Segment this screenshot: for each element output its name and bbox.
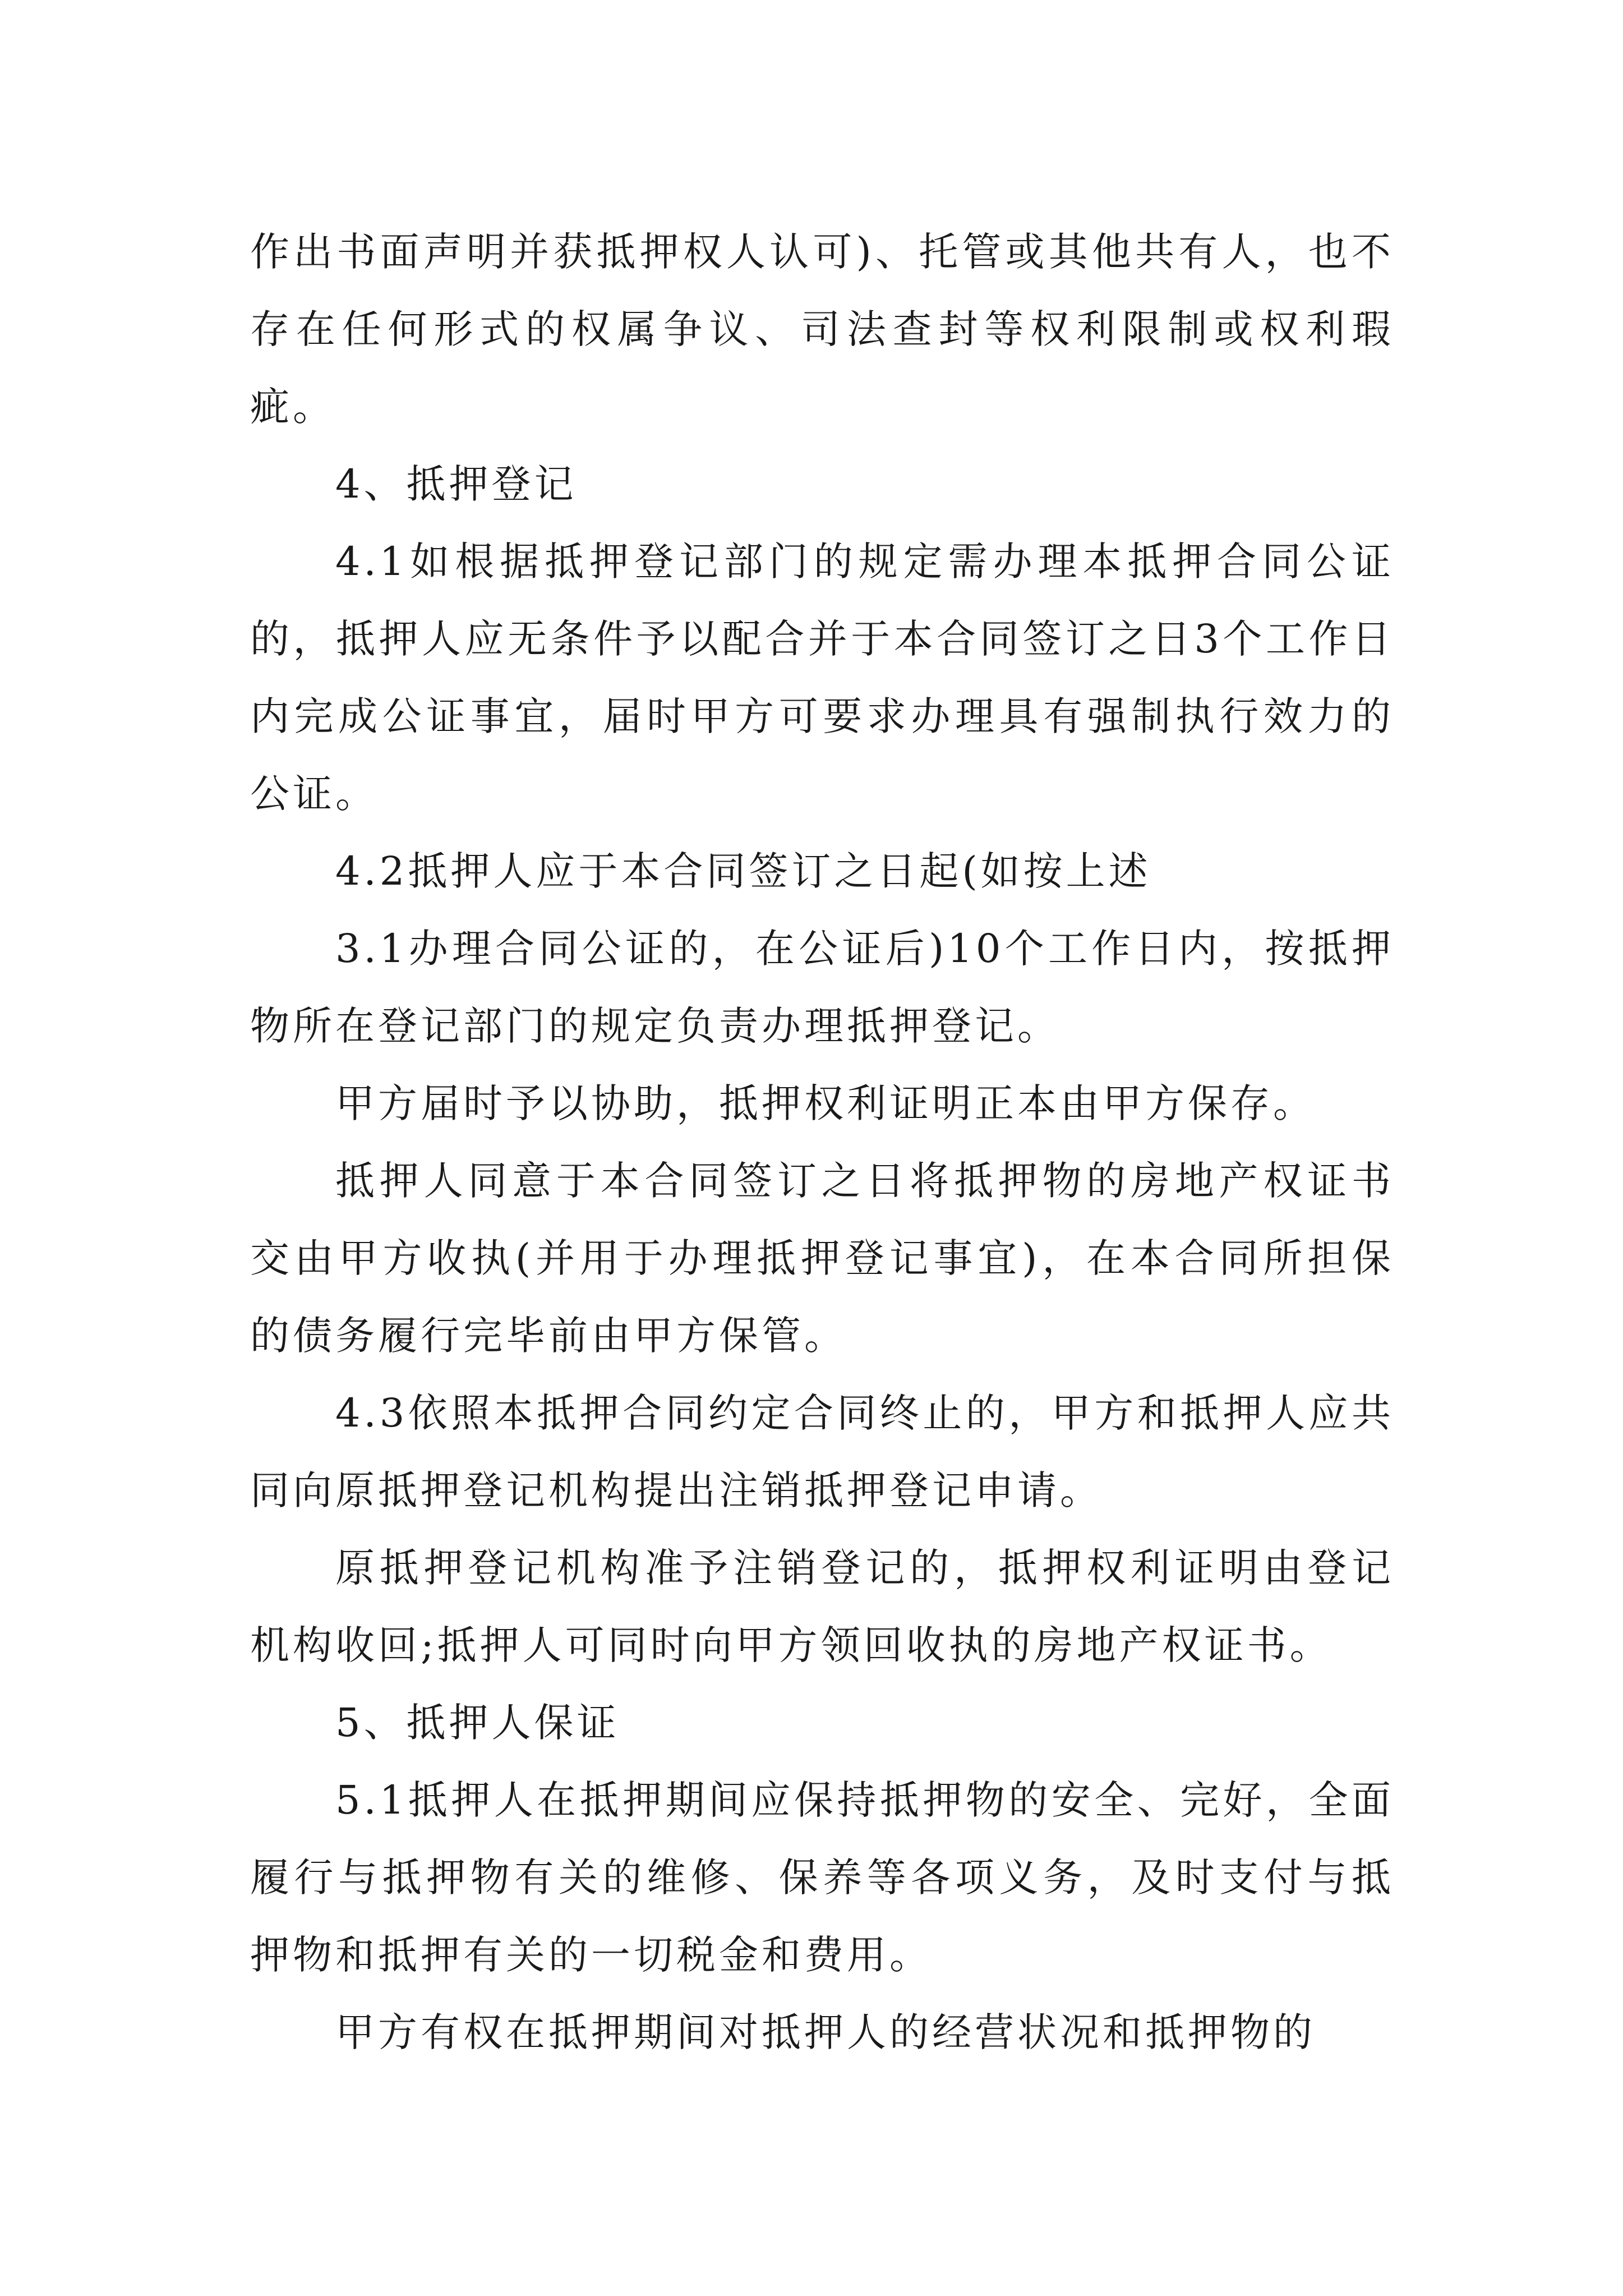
clause-3-1-line: 3.1办理合同公证的，在公证后)10个工作日内，按抵押物所在登记部门的规定负责办理抵押登记。 <box>250 926 1394 1049</box>
document-body <box>250 213 1394 2071</box>
paragraph-inspection: 甲方有权在抵押期间对抵押人的经营状况和抵押物的 <box>335 2009 1316 2055</box>
section-heading-4: 4、抵押登记 <box>335 461 577 507</box>
paragraph-cancellation: 原抵押登记机构准予注销登记的，抵押权利证明由登记机构收回;抵押人可同时向甲方领回收执的房地产权证书。 <box>250 1545 1394 1668</box>
section-heading-5: 5、抵押人保证 <box>335 1700 620 1746</box>
paragraph-continuation: 作出书面声明并获抵押权人认可)、托管或其他共有人，也不存在任何形式的权属争议、司法查封等权利限制或权利瑕疵。 <box>250 229 1394 430</box>
clause-5-1: 5.1抵押人在抵押期间应保持抵押物的安全、完好，全面履行与抵押物有关的维修、保养等各项义务，及时支付与抵押物和抵押有关的一切税金和费用。 <box>250 1777 1394 1978</box>
paragraph-certificate: 抵押人同意于本合同签订之日将抵押物的房地产权证书交由甲方收执(并用于办理抵押登记事宜)，在本合同所担保的债务履行完毕前由甲方保管。 <box>250 1158 1394 1359</box>
paragraph-assist: 甲方届时予以协助，抵押权利证明正本由甲方保存。 <box>335 1080 1316 1126</box>
clause-4-3: 4.3依照本抵押合同约定合同终止的，甲方和抵押人应共同向原抵押登记机构提出注销抵押登记申请。 <box>250 1390 1394 1513</box>
clause-4-2: 4.2抵押人应于本合同签订之日起(如按上述 <box>335 848 1151 894</box>
clause-4-1: 4.1如根据抵押登记部门的规定需办理本抵押合同公证的，抵押人应无条件予以配合并于本合同签订之日3个工作日内完成公证事宜，届时甲方可要求办理具有强制执行效力的公证。 <box>250 539 1394 817</box>
